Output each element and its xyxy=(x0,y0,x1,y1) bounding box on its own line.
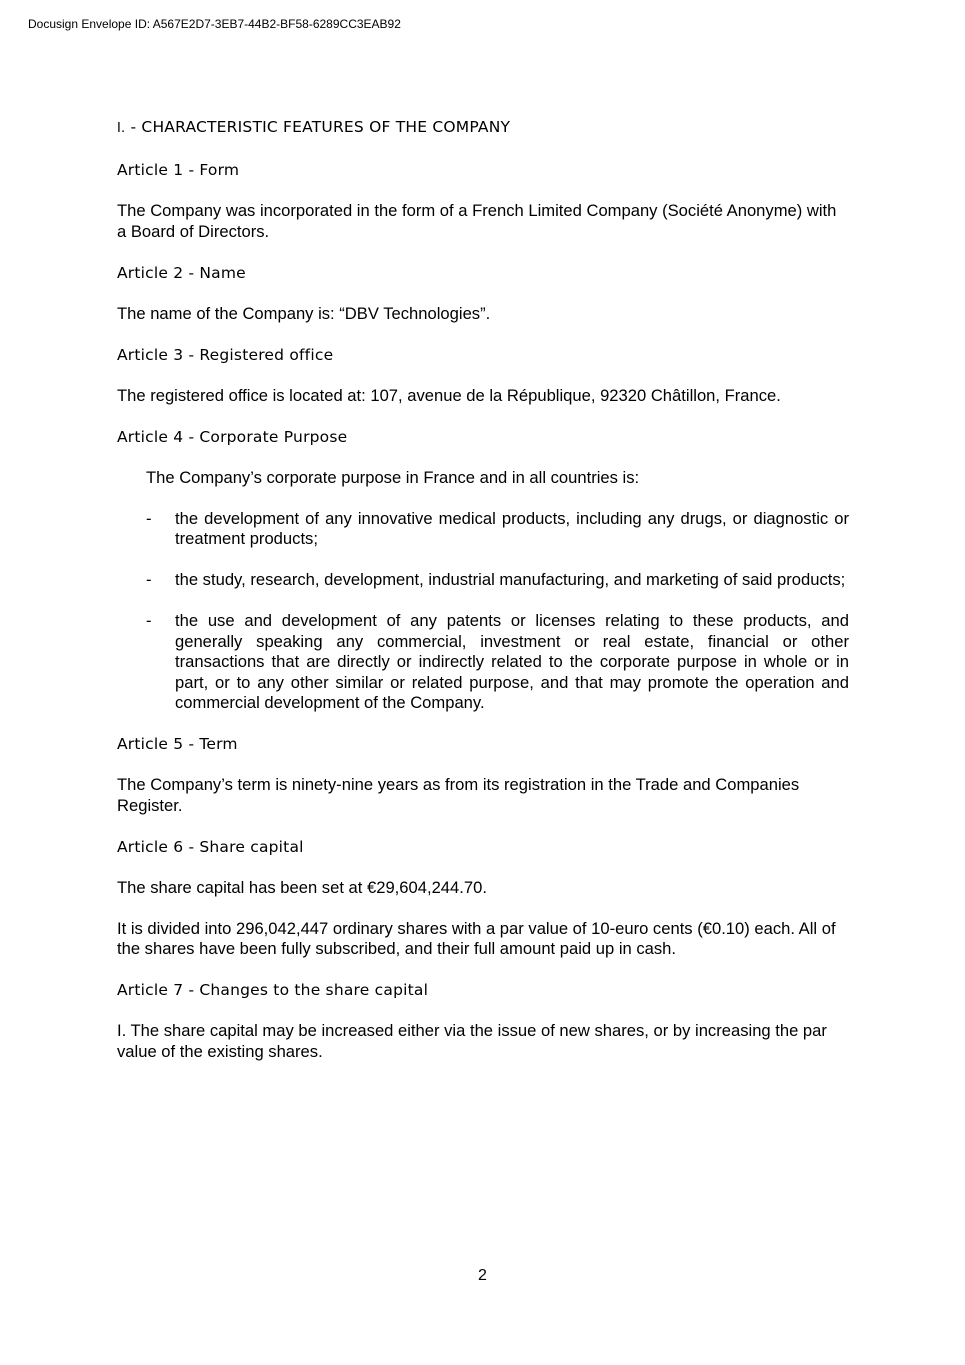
corporate-purpose-list xyxy=(117,509,849,714)
document-body xyxy=(117,117,849,1083)
article-7-heading: Article 7 - Changes to the share capital xyxy=(117,981,429,999)
article-4-heading: Article 4 - Corporate Purpose xyxy=(117,427,348,446)
article-2-text: The name of the Company is: “DBV Technologies”. xyxy=(117,303,491,323)
article-5-heading: Article 5 - Term xyxy=(117,735,238,753)
article-7-text: I. The share capital may be increased either via the issue of new shares, or by increasing the par value of the existing shares. xyxy=(117,1021,827,1061)
section-roman-numeral: I. xyxy=(117,121,126,136)
list-item xyxy=(117,570,849,591)
article-3-heading: Article 3 - Registered office xyxy=(117,345,334,364)
list-item-text: the use and development of any patents or licenses relating to these products, and generally speaking any commercial, investment or real estate, financial or other transactions that are directly or indirectly related to the corporate purpose in whole or in part, or to any other similar or related purpose, and that may promote the operation and commercial development of the Company. xyxy=(175,611,849,712)
article-6-text-2: It is divided into 296,042,447 ordinary shares with a par value of 10-euro cents (€0.10) each. All of the shares have been fully subscribed, and their full amount paid up in cash. xyxy=(117,918,836,958)
article-5-text: The Company’s term is ninety-nine years as from its registration in the Trade and Companies Register. xyxy=(117,775,800,815)
article-6-text-1: The share capital has been set at €29,604,244.70. xyxy=(117,877,487,897)
article-6-heading: Article 6 - Share capital xyxy=(117,837,304,856)
article-3-text: The registered office is located at: 107, avenue de la République, 92320 Châtillon, France. xyxy=(117,385,781,405)
list-item xyxy=(117,611,849,714)
list-item xyxy=(117,509,849,550)
article-1-text: The Company was incorporated in the form of a French Limited Company (Société Anonyme) with a Board of Directors. xyxy=(117,201,837,241)
section-title: - CHARACTERISTIC FEATURES OF THE COMPANY xyxy=(125,118,511,136)
section-heading xyxy=(117,117,849,139)
bullet-dash: - xyxy=(146,570,152,589)
article-4-intro: The Company’s corporate purpose in France and in all countries is: xyxy=(146,467,640,487)
list-item-text: the development of any innovative medical products, including any drugs, or diagnostic or treatment products; xyxy=(175,508,849,548)
article-1-heading: Article 1 - Form xyxy=(117,161,240,179)
envelope-id: Docusign Envelope ID: A567E2D7-3EB7-44B2-BF58-6289CC3EAB92 xyxy=(28,17,401,31)
bullet-dash: - xyxy=(146,508,152,528)
article-2-heading: Article 2 - Name xyxy=(117,263,246,282)
bullet-dash: - xyxy=(146,611,152,630)
page-number: 2 xyxy=(478,1267,487,1284)
list-item-text: the study, research, development, industrial manufacturing, and marketing of said products; xyxy=(175,570,846,589)
